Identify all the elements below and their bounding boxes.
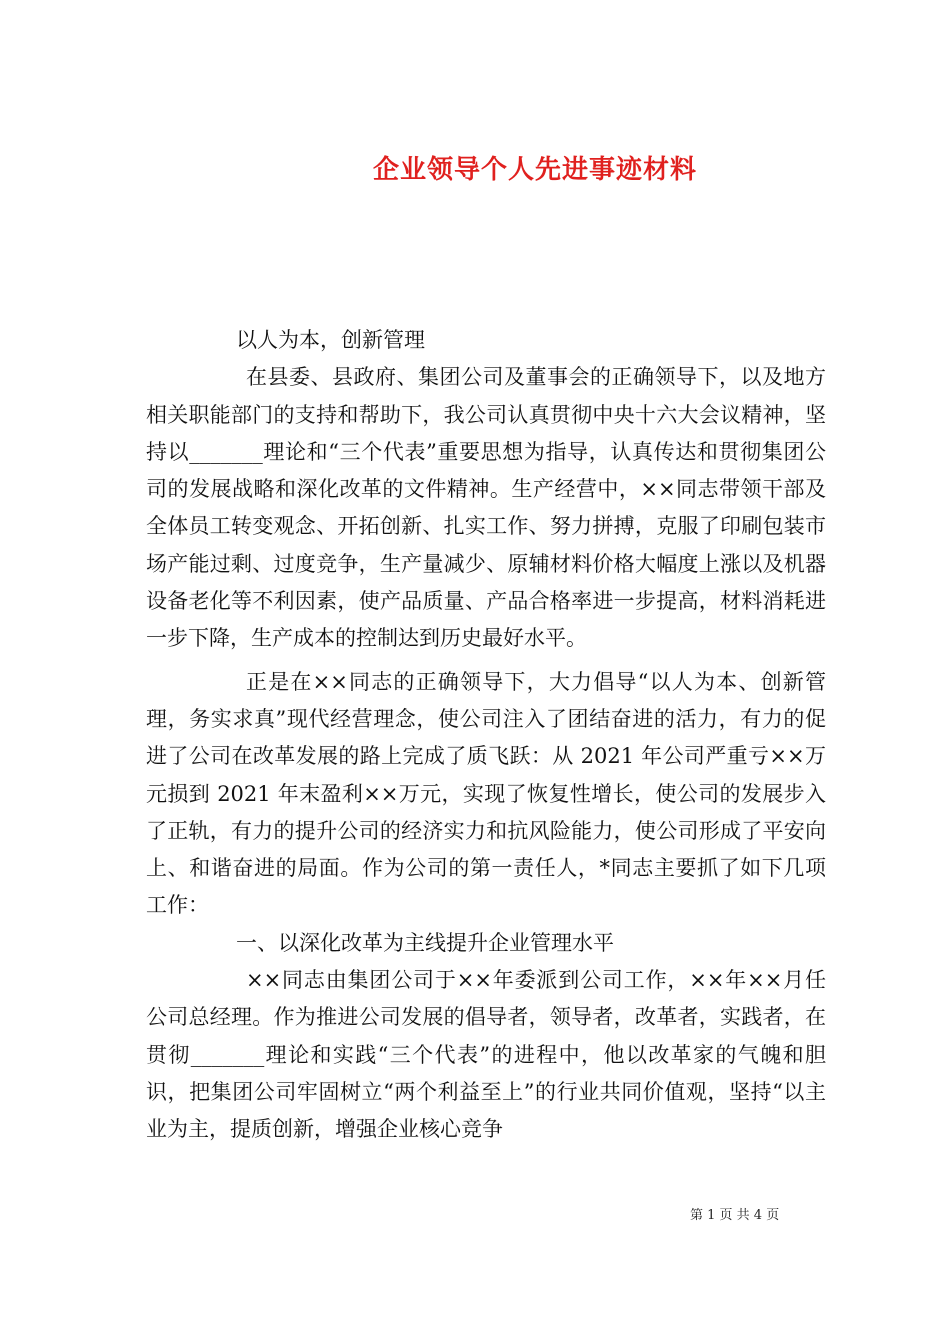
subheading: 以人为本，创新管理 <box>236 328 425 352</box>
page-footer: 第 1 页 共 4 页 <box>690 1208 780 1223</box>
document-body <box>146 322 826 1149</box>
paragraph-1: 在县委、县政府、集团公司及董事会的正确领导下，以及地方相关职能部门的支持和帮助下，我公司认真贯彻中央十六大会议精神，坚持以_______理论和“三个代表”重要思想为指导，认真传达和贯彻集团公司的发展战略和深化改革的文件精神。生产经营中，××同志带领干部及全体员工转变观念、开拓创新、扎实工作、努力拼搏，克服了印刷包装市场产能过剩、过度竞争，生产量减少、原辅材料价格大幅度上涨以及机器设备老化等不利因素，使产品质量、产品合格率进一步提高，材料消耗进一步下降，生产成本的控制达到历史最好水平。 <box>146 365 826 651</box>
section-paragraph: ××同志由集团公司于××年委派到公司工作，××年××月任公司总经理。作为推进公司发展的倡导者，领导者，改革者，实践者，在贯彻_______理论和实践“三个代表”的进程中，他以改革家的气魄和胆识，把集团公司牢固树立“两个利益至上”的行业共同价值观，坚持“以主业为主，提质创新，增强企业核心竞争 <box>146 968 826 1142</box>
section-heading: 一、以深化改革为主线提升企业管理水平 <box>236 930 614 955</box>
document-title: 企业领导个人先进事迹材料 <box>372 155 697 186</box>
paragraph-2: 正是在××同志的正确领导下，大力倡导“以人为本、创新管理，务实求真”现代经营理念，使公司注入了团结奋进的活力，有力的促进了公司在改革发展的路上完成了质飞跃：从 2021 年公司严重亏××万元损到 2021 年末盈利××万元，实现了恢复性增长，使公司的发展步入了正轨，有力的提升公司的经济实力和抗风险能力，使公司形成了平安向上、和谐奋进的局面。作为公司的第一责任人，*同志主要抓了如下几项工作： <box>146 669 826 918</box>
